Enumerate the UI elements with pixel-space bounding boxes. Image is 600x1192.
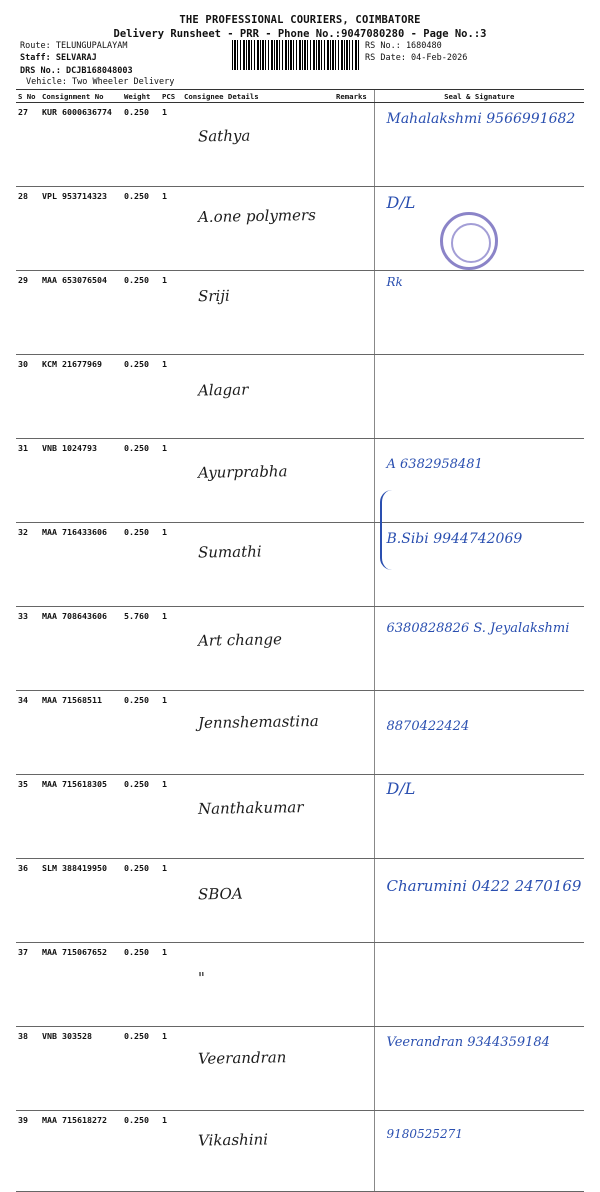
consignee-handwriting: Veerandran [197, 1048, 287, 1068]
row-consignment-no: MAA 708643606 [40, 607, 122, 691]
row-sno: 31 [16, 439, 40, 523]
table-row [16, 859, 584, 943]
row-pcs: 1 [160, 607, 182, 691]
row-consignment-no: VPL 953714323 [40, 187, 122, 271]
row-signature [374, 103, 584, 187]
row-weight: 0.250 [122, 859, 160, 943]
row-sno: 29 [16, 271, 40, 355]
row-signature [374, 271, 584, 355]
row-sno: 35 [16, 775, 40, 859]
table-row [16, 355, 584, 439]
row-pcs: 1 [160, 187, 182, 271]
row-signature [374, 355, 584, 439]
row-remarks [334, 607, 374, 691]
seal-stamp [440, 212, 498, 270]
signature-handwriting: Mahalakshmi 9566991682 [386, 111, 576, 127]
row-pcs: 1 [160, 691, 182, 775]
table-row [16, 1027, 584, 1111]
row-consignment-no: MAA 716433606 [40, 523, 122, 607]
row-consignee [182, 439, 334, 523]
row-consignee [182, 523, 334, 607]
consignee-handwriting: Jennshemastina [197, 711, 319, 733]
col-remarks: Remarks [334, 90, 374, 103]
signature-handwriting: D/L [386, 779, 416, 798]
staff-label: Staff: SELVARAJ [20, 53, 97, 63]
consignee-handwriting: Art change [197, 630, 283, 650]
row-consignee [182, 691, 334, 775]
consignee-handwriting: Vikashini [197, 1130, 269, 1150]
consignee-handwriting: Nanthakumar [197, 798, 304, 818]
row-remarks [334, 1111, 374, 1192]
row-signature [374, 439, 584, 523]
signature-handwriting: B.Sibi 9944742069 [386, 531, 523, 547]
consignee-handwriting: SBOA [197, 884, 243, 904]
signature-bracket [380, 490, 402, 570]
vehicle-label: Vehicle: Two Wheeler Delivery [26, 77, 175, 87]
row-consignment-no: VNB 1024793 [40, 439, 122, 523]
col-pcs: PCS [160, 90, 182, 103]
drs-number: DRS No.: DCJB168048003 [20, 66, 133, 76]
table-row [16, 103, 584, 187]
consignee-handwriting: A.one polymers [197, 205, 316, 227]
row-consignment-no: MAA 715067652 [40, 943, 122, 1027]
row-consignment-no: MAA 71568511 [40, 691, 122, 775]
row-consignee [182, 103, 334, 187]
col-weight: Weight [122, 90, 160, 103]
row-pcs: 1 [160, 775, 182, 859]
row-weight: 0.250 [122, 187, 160, 271]
row-consignee [182, 355, 334, 439]
row-weight: 0.250 [122, 691, 160, 775]
table-header-row [16, 90, 584, 103]
runsheet-table [16, 89, 584, 1192]
table-row [16, 607, 584, 691]
row-pcs: 1 [160, 1027, 182, 1111]
col-consignee: Consignee Details [182, 90, 334, 103]
row-weight: 0.250 [122, 775, 160, 859]
row-pcs: 1 [160, 439, 182, 523]
row-consignment-no: MAA 715618305 [40, 775, 122, 859]
row-consignment-no: MAA 653076504 [40, 271, 122, 355]
signature-handwriting: 6380828826 S. Jeyalakshmi [386, 621, 570, 636]
row-pcs: 1 [160, 103, 182, 187]
consignee-handwriting: Sathya [197, 126, 251, 146]
row-sno: 39 [16, 1111, 40, 1192]
signature-handwriting: 9180525271 [386, 1127, 463, 1141]
row-signature [374, 523, 584, 607]
row-consignment-no: MAA 715618272 [40, 1111, 122, 1192]
table-row [16, 691, 584, 775]
signature-handwriting: 8870422424 [386, 719, 470, 734]
row-remarks [334, 439, 374, 523]
row-sno: 36 [16, 859, 40, 943]
col-consignment: Consignment No [40, 90, 122, 103]
row-consignment-no: KUR 6000636774 [40, 103, 122, 187]
row-remarks [334, 103, 374, 187]
row-weight: 0.250 [122, 271, 160, 355]
col-signature: Seal & Signature [374, 90, 584, 103]
row-pcs: 1 [160, 943, 182, 1027]
row-consignee [182, 943, 334, 1027]
row-remarks [334, 1027, 374, 1111]
table-row [16, 271, 584, 355]
row-consignment-no: VNB 303528 [40, 1027, 122, 1111]
company-title: THE PROFESSIONAL COURIERS, COIMBATORE [179, 14, 421, 26]
consignee-handwriting: Sriji [197, 286, 230, 306]
row-pcs: 1 [160, 1111, 182, 1192]
rs-number: RS No.: 1680480 [365, 41, 442, 51]
row-sno: 34 [16, 691, 40, 775]
route-label: Route: TELUNGUPALAYAM [20, 41, 128, 51]
row-weight: 0.250 [122, 943, 160, 1027]
consignee-handwriting: " [197, 968, 206, 988]
row-weight: 0.250 [122, 439, 160, 523]
row-weight: 0.250 [122, 523, 160, 607]
row-signature [374, 775, 584, 859]
row-pcs: 1 [160, 859, 182, 943]
signature-handwriting: A 6382958481 [386, 457, 483, 472]
row-consignee [182, 1111, 334, 1192]
table-row [16, 1111, 584, 1192]
signature-handwriting: D/L [386, 193, 416, 212]
row-consignee [182, 271, 334, 355]
runsheet-subtitle: Delivery Runsheet - PRR - Phone No.:9047080280 - Page No.:3 [113, 28, 487, 40]
row-consignee [182, 607, 334, 691]
consignee-handwriting: Alagar [197, 380, 249, 400]
row-sno: 27 [16, 103, 40, 187]
rs-date: RS Date: 04-Feb-2026 [365, 53, 468, 63]
signature-handwriting: Rk [386, 275, 403, 289]
row-consignee [182, 859, 334, 943]
row-remarks [334, 859, 374, 943]
row-weight: 0.250 [122, 103, 160, 187]
row-weight: 0.250 [122, 1027, 160, 1111]
row-consignment-no: KCM 21677969 [40, 355, 122, 439]
row-remarks [334, 691, 374, 775]
row-sno: 38 [16, 1027, 40, 1111]
row-sno: 30 [16, 355, 40, 439]
table-row [16, 775, 584, 859]
row-consignee [182, 187, 334, 271]
table-row [16, 439, 584, 523]
row-sno: 32 [16, 523, 40, 607]
row-signature [374, 1027, 584, 1111]
row-consignment-no: SLM 388419950 [40, 859, 122, 943]
signature-handwriting: Charumini 0422 2470169 [386, 877, 582, 895]
row-consignee [182, 775, 334, 859]
table-row [16, 943, 584, 1027]
row-remarks [334, 271, 374, 355]
row-sno: 37 [16, 943, 40, 1027]
row-weight: 5.760 [122, 607, 160, 691]
signature-handwriting: Veerandran 9344359184 [386, 1035, 550, 1050]
row-weight: 0.250 [122, 1111, 160, 1192]
row-signature [374, 1111, 584, 1192]
row-pcs: 1 [160, 271, 182, 355]
row-sno: 33 [16, 607, 40, 691]
row-consignee [182, 1027, 334, 1111]
row-weight: 0.250 [122, 355, 160, 439]
row-remarks [334, 355, 374, 439]
row-remarks [334, 187, 374, 271]
barcode [232, 40, 360, 70]
table-row [16, 523, 584, 607]
table-row [16, 187, 584, 271]
col-sno: S No [16, 90, 40, 103]
consignee-handwriting: Sumathi [197, 542, 262, 562]
row-pcs: 1 [160, 523, 182, 607]
row-signature [374, 943, 584, 1027]
row-signature [374, 859, 584, 943]
row-signature [374, 607, 584, 691]
row-remarks [334, 943, 374, 1027]
row-remarks [334, 775, 374, 859]
consignee-handwriting: Ayurprabha [197, 462, 288, 482]
row-pcs: 1 [160, 355, 182, 439]
row-signature [374, 691, 584, 775]
row-remarks [334, 523, 374, 607]
row-sno: 28 [16, 187, 40, 271]
